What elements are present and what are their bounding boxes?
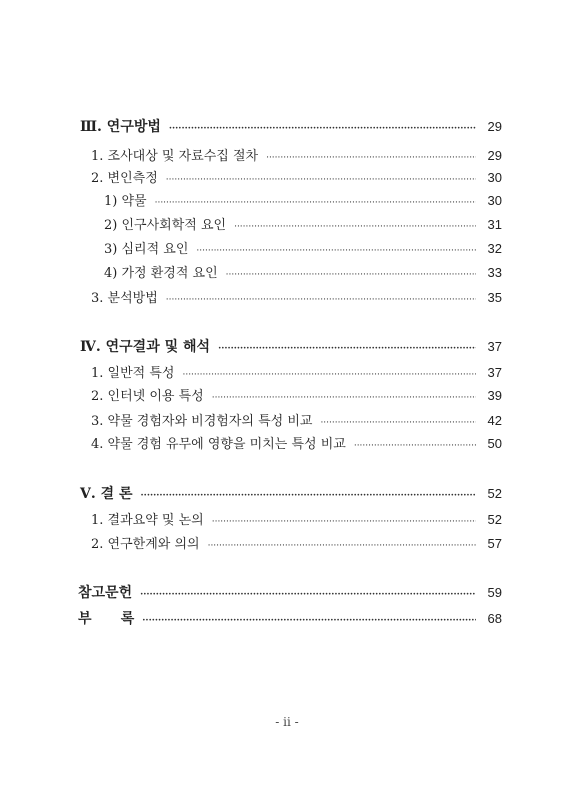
toc-page-number: 30: [487, 193, 502, 208]
toc-page-number: 33: [487, 265, 502, 280]
toc-label: 1) 약물: [104, 194, 147, 209]
toc-page-number: 52: [487, 512, 502, 527]
toc-label: 1. 결과요약 및 논의: [91, 513, 204, 528]
toc-section: [91, 385, 502, 404]
toc-label: Ⅳ. 연구결과 및 해석: [80, 339, 211, 355]
dot-leader: [166, 295, 476, 305]
toc-page-number: 30: [487, 170, 502, 185]
toc-page-number: 29: [487, 148, 502, 163]
toc-page-number: 35: [487, 290, 502, 305]
toc-page-number: 39: [487, 388, 502, 403]
toc-label: Ⅴ. 결 론: [80, 486, 133, 502]
toc-section: [91, 362, 502, 381]
toc-label: 4) 가정 환경적 요인: [104, 266, 218, 281]
toc-page-number: 32: [487, 241, 502, 256]
toc-label: 3) 심리적 요인: [104, 242, 189, 257]
dot-leader: [155, 198, 476, 208]
toc-page-number: 42: [487, 413, 502, 428]
dot-leader: [354, 441, 476, 451]
toc-label: 2) 인구사회학적 요인: [104, 218, 227, 233]
toc-label: 1. 일반적 특성: [91, 366, 175, 381]
toc-subsection: [104, 214, 502, 233]
toc-page-number: 59: [487, 585, 502, 600]
dot-leader: [182, 370, 476, 380]
toc-label: 부 록: [78, 611, 135, 627]
dot-leader: [226, 270, 476, 280]
dot-leader: [234, 222, 476, 232]
dot-leader: [212, 517, 476, 527]
toc-subsection: [104, 190, 502, 209]
toc-page-number: 52: [487, 486, 502, 501]
toc-chapter-3: [80, 116, 502, 136]
toc-page-number: 37: [487, 339, 502, 354]
toc-label: 2. 연구한계와 의의: [91, 537, 200, 552]
toc-page-number: 68: [487, 611, 502, 626]
toc-label: 3. 약물 경험자와 비경험자의 특성 비교: [91, 414, 313, 429]
toc-section: [91, 509, 502, 528]
toc-label: 2. 변인측정: [91, 171, 158, 186]
toc-page-number: 57: [487, 536, 502, 551]
dot-leader: [218, 344, 476, 354]
toc-section: [91, 533, 502, 552]
toc-section: [91, 410, 502, 429]
dot-leader: [166, 175, 476, 185]
toc-label: Ⅲ. 연구방법: [80, 119, 161, 135]
toc-chapter-5: [80, 483, 502, 503]
page-footer-number: - ii -: [275, 715, 299, 729]
toc-page-number: 37: [487, 365, 502, 380]
dot-leader: [208, 541, 476, 551]
dot-leader: [266, 153, 476, 163]
toc-chapter-4: [80, 336, 502, 356]
toc-section: [91, 145, 502, 164]
toc-label: 2. 인터넷 이용 특성: [91, 389, 204, 404]
toc-section: [91, 167, 502, 186]
dot-leader: [140, 590, 476, 600]
toc-label: 참고문헌: [78, 585, 133, 601]
toc-subsection: [104, 238, 502, 257]
toc-page-number: 29: [487, 119, 502, 134]
dot-leader: [141, 491, 476, 501]
dot-leader: [142, 616, 476, 626]
toc-page-number: 31: [487, 217, 502, 232]
toc-label: 1. 조사대상 및 자료수집 절차: [91, 149, 259, 164]
toc-subsection: [104, 262, 502, 281]
dot-leader: [320, 418, 476, 428]
toc-section: [91, 433, 502, 452]
toc-label: 4. 약물 경험 유무에 영향을 미치는 특성 비교: [91, 437, 346, 452]
toc-appendix: [78, 608, 502, 628]
dot-leader: [212, 393, 476, 403]
toc-page-number: 50: [487, 436, 502, 451]
dot-leader: [196, 246, 476, 256]
toc-label: 3. 분석방법: [91, 291, 158, 306]
toc-references: [78, 582, 502, 602]
dot-leader: [169, 124, 476, 134]
toc-section: [91, 287, 502, 306]
